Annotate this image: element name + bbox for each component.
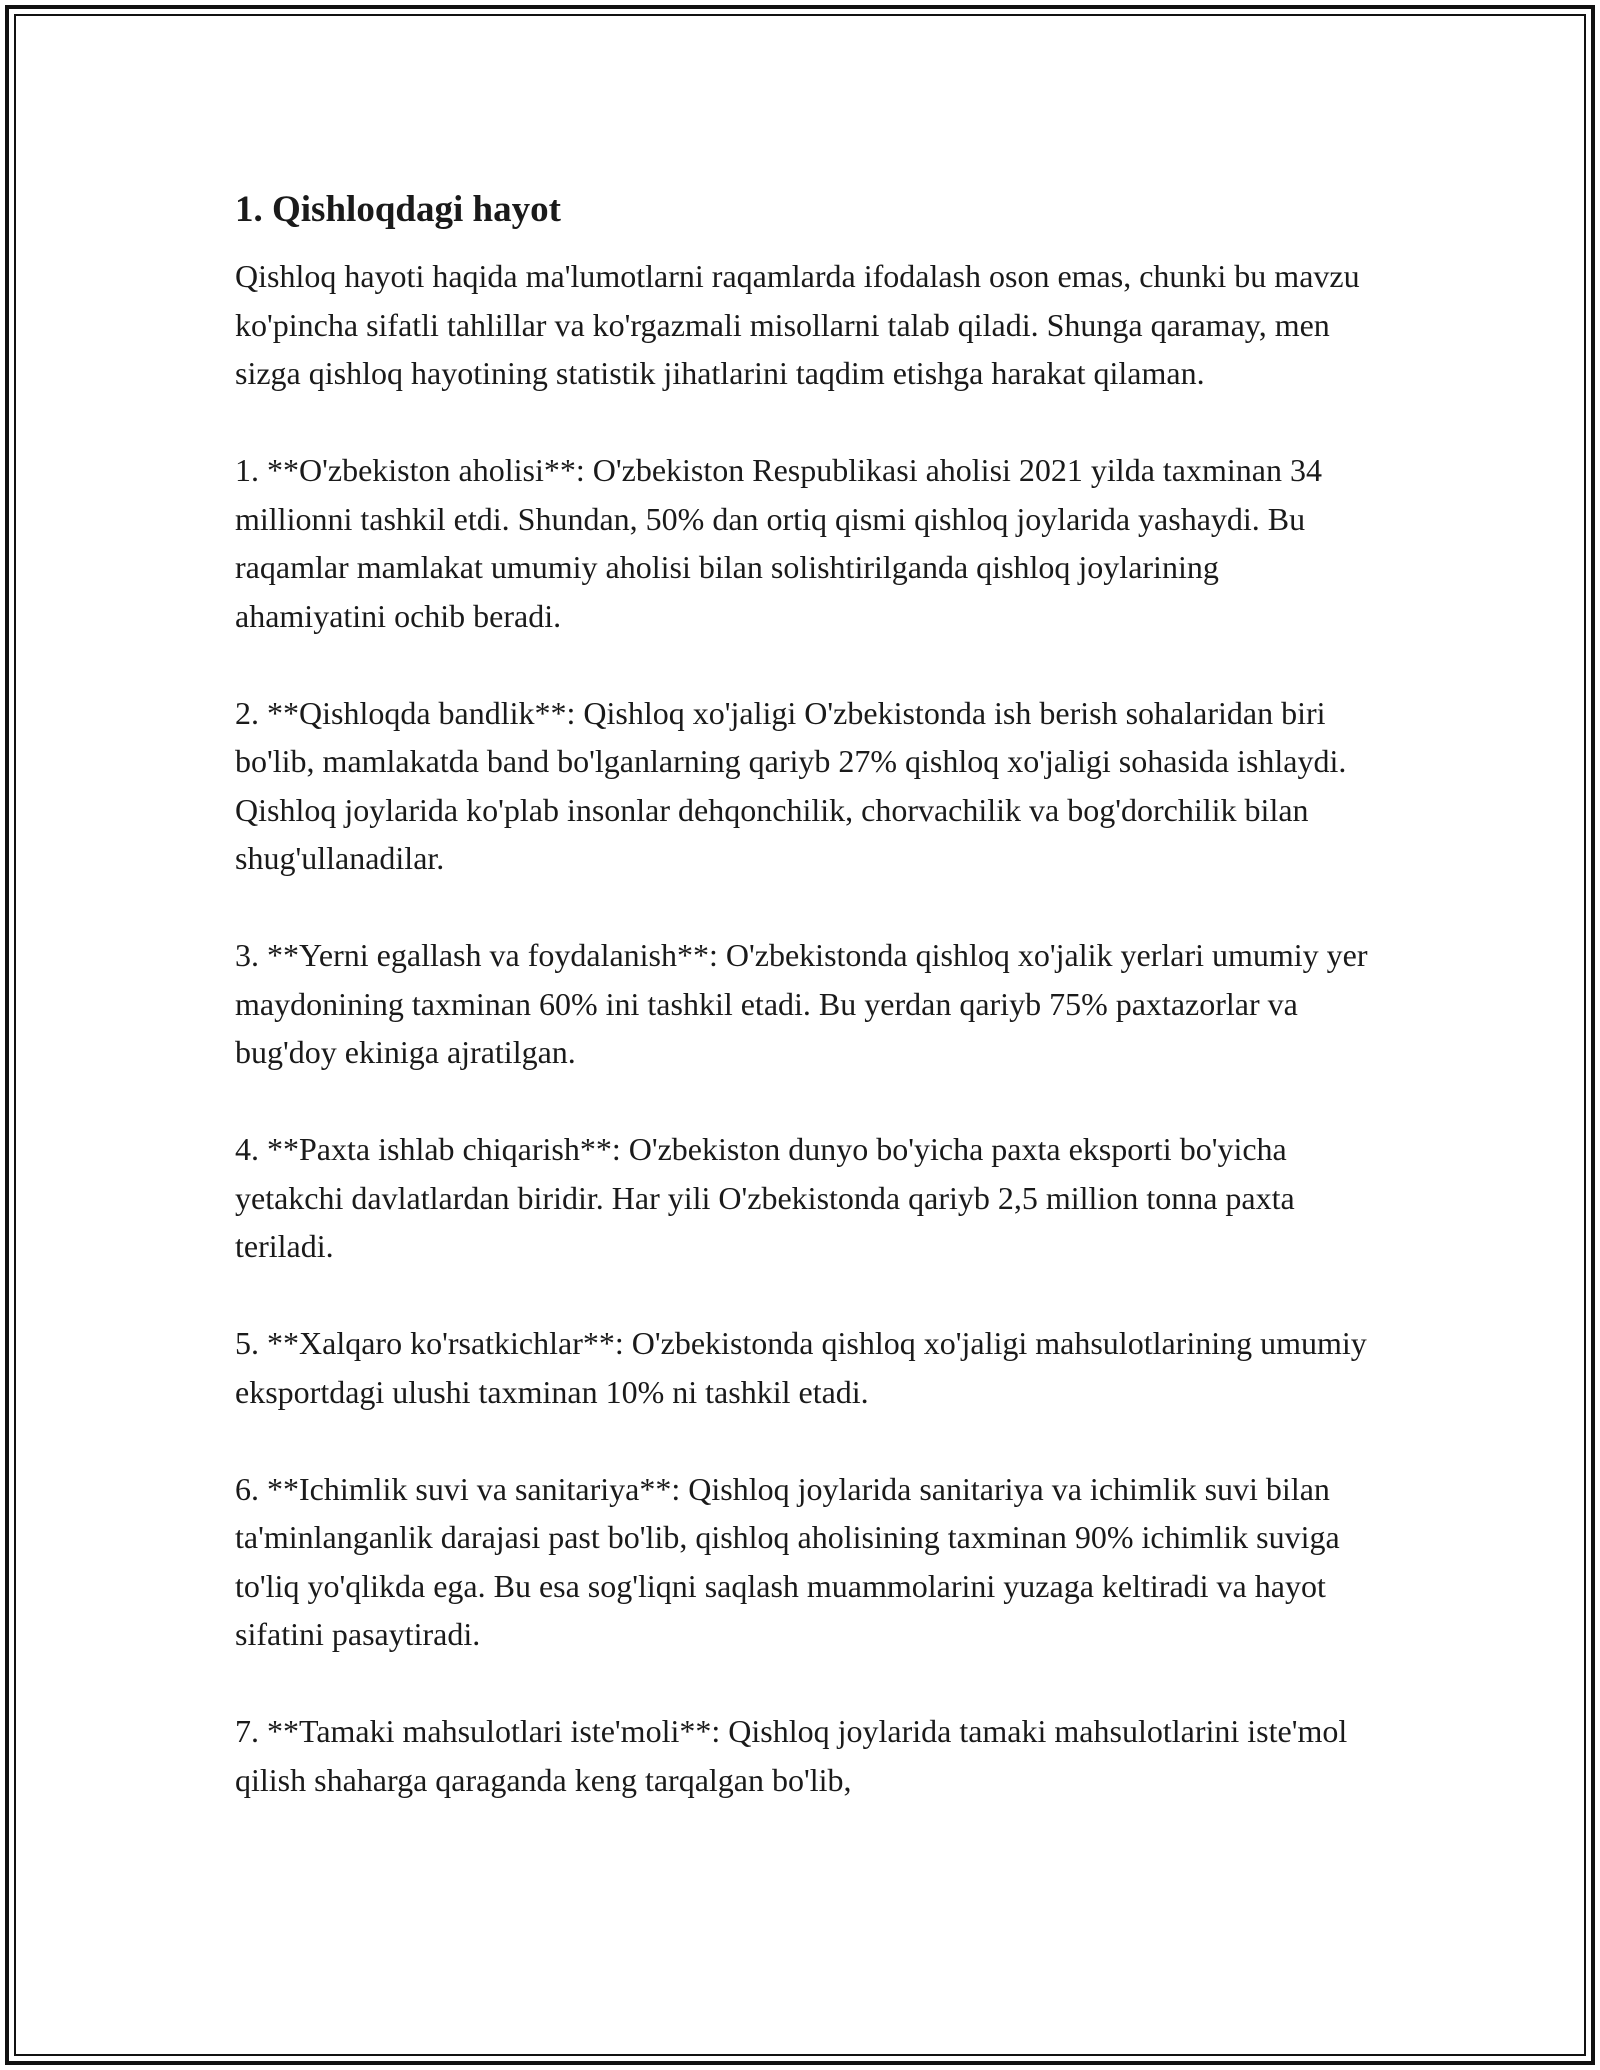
intro-paragraph: Qishloq hayoti haqida ma'lumotlarni raqamlarda ifodalash oson emas, chunki bu mavzu ko'pincha sifatli tahlillar va ko'rgazmali misollarni talab qiladi. Shunga qaramay, men sizga qishloq hayotining statistik jihatlarini taqdim etishga harakat qilaman. [235, 258, 1360, 391]
item-international-indicators: 5. **Xalqaro ko'rsatkichlar**: O'zbekistonda qishloq xo'jaligi mahsulotlarining umumiy eksportdagi ulushi taxminan 10% ni tashkil etadi. [235, 1325, 1367, 1410]
item-employment: 2. **Qishloqda bandlik**: Qishloq xo'jaligi O'zbekistonda ish berish sohalaridan biri bo'lib, mamlakatda band bo'lganlarning qariyb 27% qishloq xo'jaligi sohasida ishlaydi. Qishloq joylarida ko'plab insonlar dehqonchilik, chorvachilik va bog'dorchilik bilan shug'ullanadilar. [235, 694, 1347, 876]
section-heading: 1. Qishloqdagi hayot [235, 189, 561, 230]
item-cotton-production: 4. **Paxta ishlab chiqarish**: O'zbekiston dunyo bo'yicha paxta eksporti bo'yicha yetakchi davlatlardan biridir. Har yili O'zbekistonda qariyb 2,5 million tonna paxta teriladi. [235, 1131, 1295, 1264]
item-tobacco-consumption: 7. **Tamaki mahsulotlari iste'moli**: Qishloq joylarida tamaki mahsulotlarini iste'mol qilish shaharga qaraganda keng tarqalgan bo'lib, [235, 1713, 1348, 1798]
item-land-use: 3. **Yerni egallash va foydalanish**: O'zbekistonda qishloq xo'jalik yerlari umumiy yer maydonining taxminan 60% ini tashkil etadi. Bu yerdan qariyb 75% paxtazorlar va bug'doy ekiniga ajratilgan. [235, 937, 1368, 1070]
item-water-sanitation: 6. **Ichimlik suvi va sanitariya**: Qishloq joylarida sanitariya va ichimlik suvi bilan ta'minlanganlik darajasi past bo'lib, qishloq aholisining taxminan 90% ichimlik suviga to'liq yo'qlikda ega. Bu esa sog'liqni saqlash muammolarini yuzaga keltiradi va hayot sifatini pasaytiradi. [235, 1470, 1340, 1652]
document-body [235, 186, 1375, 1853]
item-population: 1. **O'zbekiston aholisi**: O'zbekiston Respublikasi aholisi 2021 yilda taxminan 34 millionni tashkil etdi. Shundan, 50% dan ortiq qismi qishloq joylarida yashaydi. Bu raqamlar mamlakat umumiy aholisi bilan solishtirilganda qishloq joylarining ahamiyatini ochib beradi. [235, 452, 1322, 634]
